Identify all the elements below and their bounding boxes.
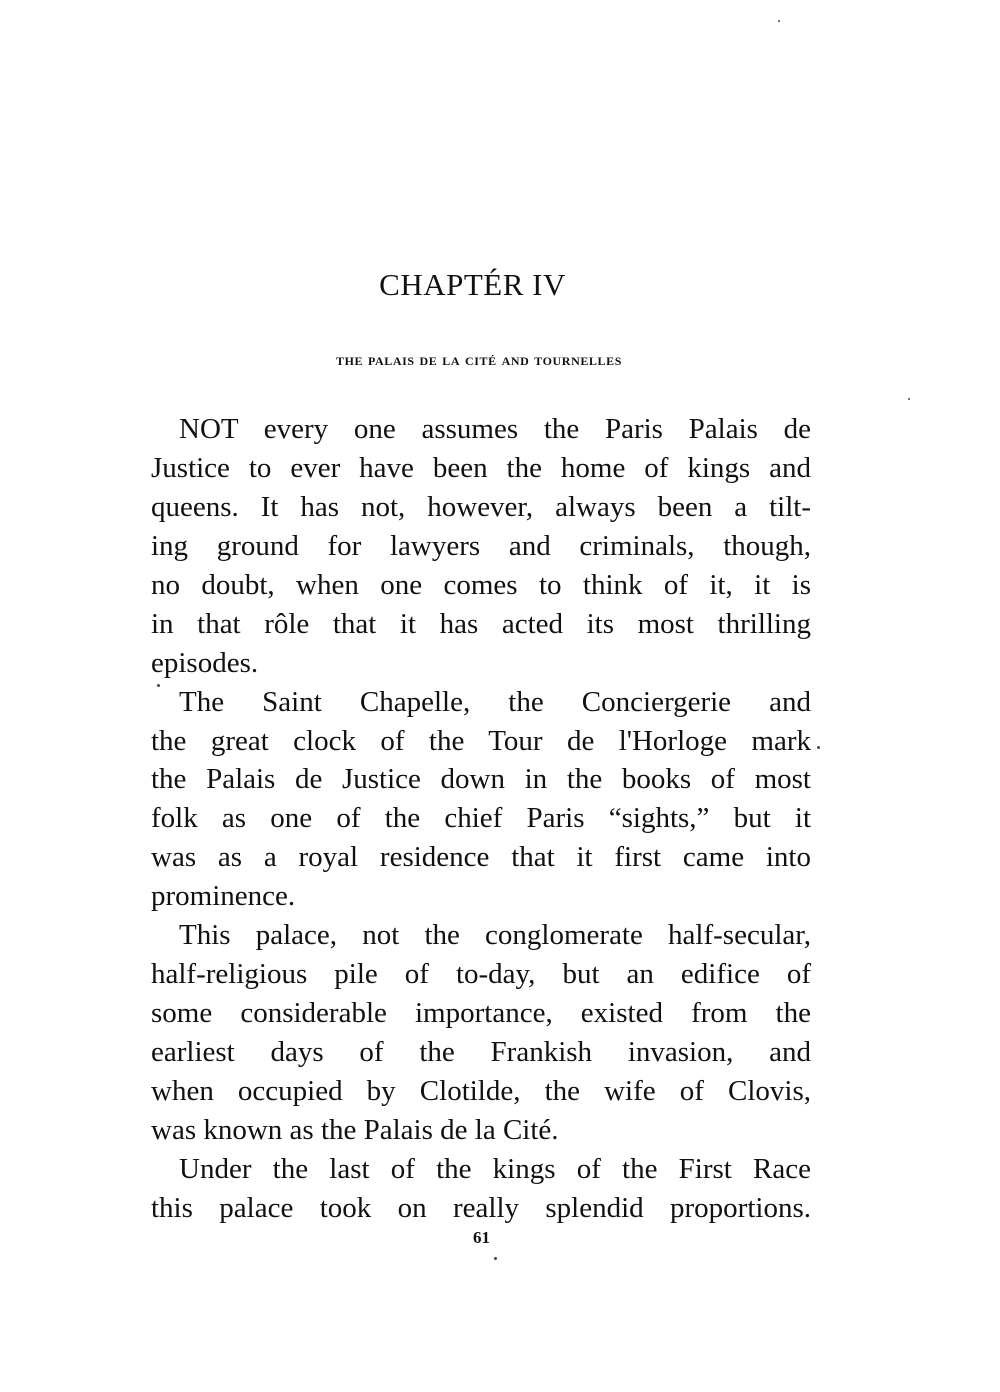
- text-line: no doubt, when one comes to think of it, it is: [151, 568, 811, 601]
- text-line: was as a royal residence that it first came into: [151, 841, 811, 874]
- scan-speck: [494, 1257, 497, 1260]
- text-line: was known as the Palais de la Cité.: [151, 1113, 559, 1146]
- text-line: in that rôle that it has acted its most thrilling: [151, 607, 811, 640]
- scan-speck: [157, 684, 160, 687]
- text-line: the Palais de Justice down in the books of most: [151, 763, 811, 796]
- text-line: Justice to ever have been the home of kings and: [151, 451, 811, 484]
- text-line: when occupied by Clotilde, the wife of Clovis,: [151, 1074, 811, 1107]
- paragraph: [151, 410, 811, 683]
- text-line: prominence.: [151, 880, 296, 913]
- scan-speck: [908, 398, 910, 400]
- text-line: The Saint Chapelle, the Conciergerie and: [179, 685, 811, 718]
- text-line: some considerable importance, existed from the: [151, 997, 811, 1030]
- scan-speck: [817, 746, 820, 749]
- page-number: 61: [473, 1228, 490, 1247]
- text-line: This palace, not the conglomerate half-secular,: [179, 919, 811, 952]
- scan-speck: [778, 20, 780, 22]
- chapter-heading: CHAPTÉR IV: [379, 267, 566, 302]
- text-line: folk as one of the chief Paris “sights,” but it: [151, 802, 811, 835]
- text-line: Under the last of the kings of the First Race: [179, 1152, 811, 1185]
- text-line: the great clock of the Tour de l'Horloge mark: [151, 724, 811, 757]
- text-line: episodes.: [151, 646, 259, 679]
- text-line: ing ground for lawyers and criminals, though,: [151, 529, 811, 562]
- text-line: NOT every one assumes the Paris Palais de: [179, 413, 811, 445]
- paragraph: [151, 683, 811, 917]
- text-line: half-religious pile of to-day, but an edifice of: [151, 958, 811, 991]
- text-line: earliest days of the Frankish invasion, and: [151, 1036, 811, 1068]
- body-text: [151, 410, 811, 1228]
- paragraph: [151, 1150, 811, 1228]
- chapter-subtitle: the palais de la cité and tournelles: [335, 350, 623, 369]
- paragraph: [151, 916, 811, 1150]
- text-line: this palace took on really splendid proportions.: [151, 1191, 811, 1224]
- text-line: queens. It has not, however, always been a tilt-: [151, 490, 811, 523]
